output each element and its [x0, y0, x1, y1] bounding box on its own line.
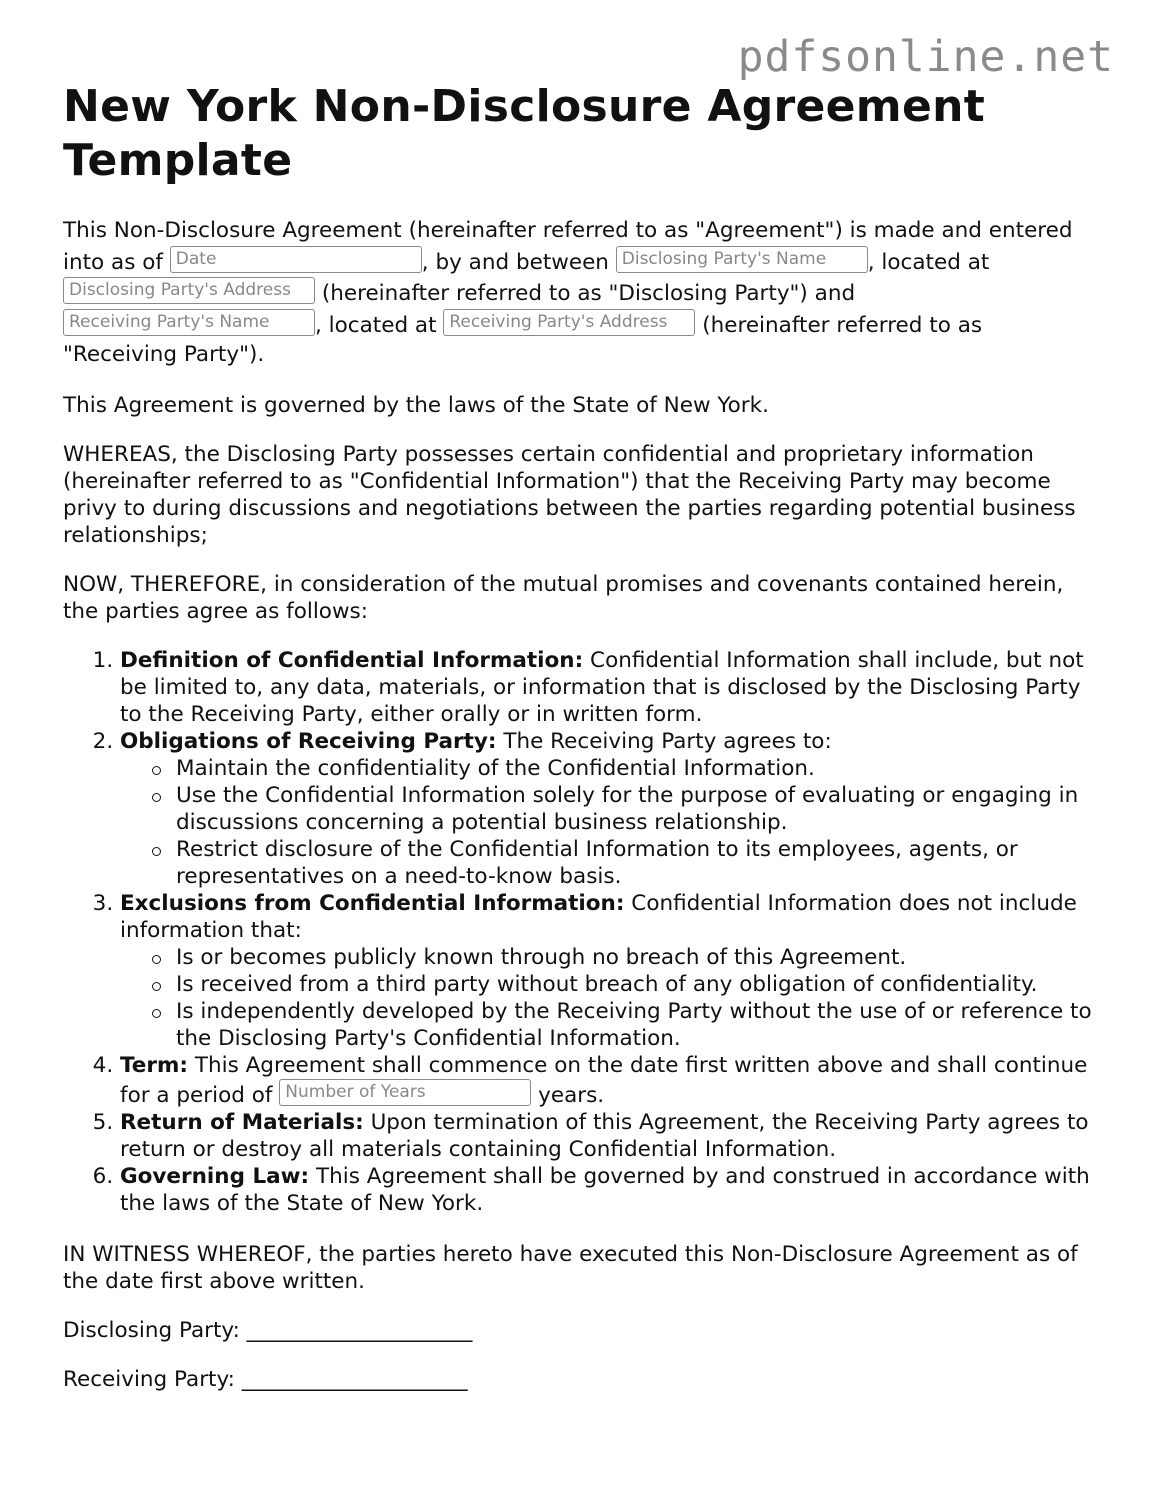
receiving-party-address-field[interactable]: Receiving Party's Address [443, 309, 695, 336]
list-item: Is or becomes publicly known through no breach of this Agreement. [176, 944, 1093, 971]
clause-text: This Agreement shall commence on the date first written above and shall continue for a period of [120, 1052, 1088, 1108]
exclusions-list [120, 944, 1093, 1052]
watermark-text: pdfsonline.net [737, 32, 1114, 82]
list-item: Maintain the confidentiality of the Confidential Information. [176, 755, 1093, 782]
clause-return-of-materials [120, 1109, 1093, 1163]
clause-governing-law [120, 1163, 1093, 1217]
list-item: Is received from a third party without breach of any obligation of confidentiality. [176, 971, 1093, 998]
whereas-paragraph: WHEREAS, the Disclosing Party possesses certain confidential and proprietary information (hereinafter referred to as "Confidential Information") that the Receiving Party may become privy to during discussions and negotiations between the parties regarding potential business relationships; [63, 441, 1076, 548]
clauses-list [63, 647, 1093, 1217]
clause-heading: Definition of Confidential Information: [120, 647, 584, 673]
list-item: Use the Confidential Information solely for the purpose of evaluating or engaging in discussions concerning a potential business relationship. [176, 782, 1093, 836]
clause-heading: Return of Materials: [120, 1109, 364, 1135]
disclosing-party-address-field[interactable]: Disclosing Party's Address [63, 277, 315, 304]
list-item: Is independently developed by the Receiving Party without the use of or reference to the Disclosing Party's Confidential Information. [176, 998, 1092, 1051]
governed-paragraph: This Agreement is governed by the laws of the State of New York. [63, 392, 769, 418]
intro-paragraph [63, 216, 1093, 370]
disclosing-party-name-field[interactable]: Disclosing Party's Name [616, 246, 868, 273]
intro-text-4: (hereinafter referred to as "Disclosing Party") and [315, 281, 856, 306]
clause-text: Confidential Information shall include, but not be limited to, any data, materials, or information that is disclosed by the Disclosing Party to the Receiving Party, either orally or in written form. [120, 647, 1084, 727]
intro-text-1: This Non-Disclosure Agreement (hereinafter referred to as "Agreement") is made and entered into as of [63, 218, 1073, 275]
witness-paragraph: IN WITNESS WHEREOF, the parties hereto have executed this Non-Disclosure Agreement as of the date first above written. [63, 1241, 1078, 1294]
clause-obligations [120, 728, 1093, 890]
intro-text-3: , located at [867, 249, 990, 275]
clause-heading: Exclusions from Confidential Information: [120, 890, 625, 916]
receiving-party-signature-line: Receiving Party: _____________________ [63, 1366, 468, 1392]
clause-term [120, 1052, 1093, 1109]
clause-heading: Governing Law: [120, 1163, 310, 1189]
clause-text: The Receiving Party agrees to: [496, 728, 832, 754]
intro-text-6: (hereinafter referred to as "Receiving Party"). [63, 312, 983, 367]
intro-text-2: , by and between [421, 249, 616, 275]
clause-text-after: years. [531, 1082, 605, 1108]
clause-heading: Obligations of Receiving Party: [120, 728, 497, 754]
clause-definition [120, 647, 1093, 728]
obligations-list [120, 755, 1093, 890]
date-field[interactable]: Date [170, 246, 422, 273]
list-item: Restrict disclosure of the Confidential Information to its employees, agents, or representatives on a need-to-know basis. [176, 836, 1093, 890]
disclosing-party-signature-line: Disclosing Party: _____________________ [63, 1317, 473, 1343]
clause-text: This Agreement shall be governed by and construed in accordance with the laws of the State of New York. [120, 1163, 1090, 1216]
document-page [63, 80, 1093, 1415]
clause-text: Confidential Information does not include information that: [120, 890, 1077, 943]
now-therefore-paragraph: NOW, THEREFORE, in consideration of the mutual promises and covenants contained herein, the parties agree as follows: [63, 571, 1064, 624]
clause-text: Upon termination of this Agreement, the Receiving Party agrees to return or destroy all materials containing Confidential Information. [120, 1109, 1089, 1162]
number-of-years-field[interactable]: Number of Years [279, 1079, 531, 1106]
clause-exclusions [120, 890, 1093, 1052]
document-title: New York Non-Disclosure Agreement Template [63, 81, 986, 186]
clause-heading: Term: [120, 1052, 188, 1078]
intro-text-5: , located at [315, 312, 444, 338]
receiving-party-name-field[interactable]: Receiving Party's Name [63, 309, 315, 336]
